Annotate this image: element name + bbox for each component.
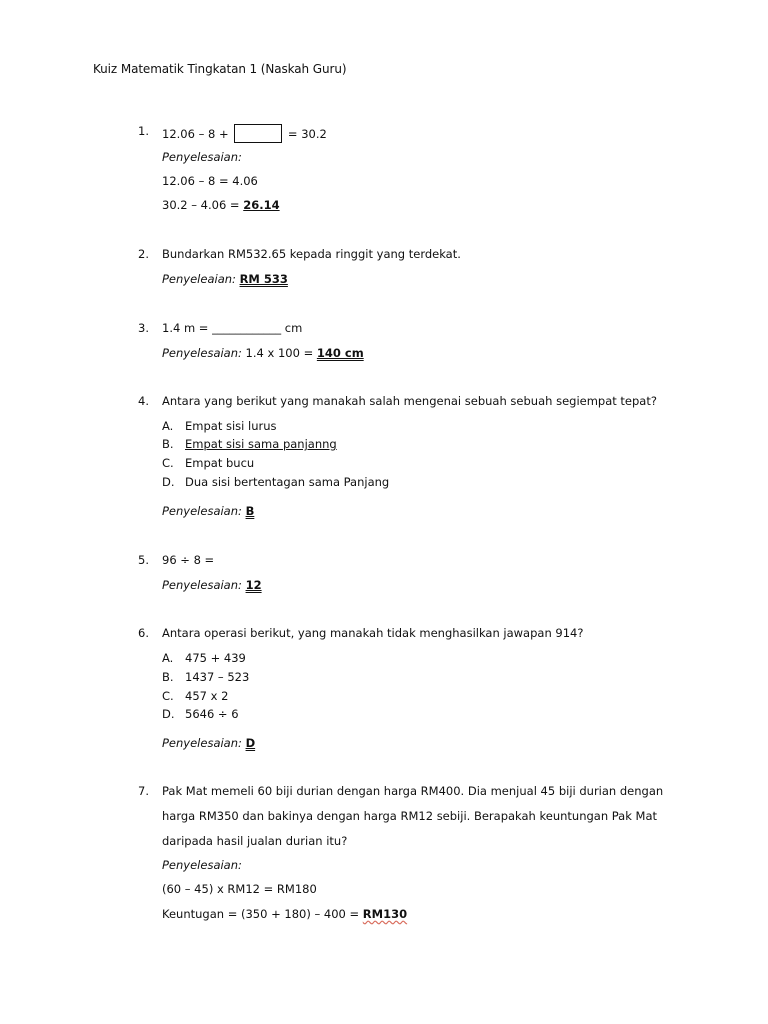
question-text: Bundarkan RM532.65 kepada ringgit yang terdekat. <box>162 247 461 261</box>
solution-label: Penyelesaian: <box>162 504 242 518</box>
question-number: 4. <box>138 394 149 408</box>
question-text-line-3: daripada hasil jualan durian itu? <box>162 834 348 848</box>
question-number: 7. <box>138 784 149 798</box>
answer: RM130 <box>362 907 408 921</box>
solution-text: 30.2 – 4.06 = <box>162 198 244 212</box>
answer: 140 cm <box>316 346 364 360</box>
option-text: Empat sisi lurus <box>185 419 277 433</box>
question-text: 96 ÷ 8 = <box>162 553 215 567</box>
solution-label: Penyelesaian: <box>162 150 242 164</box>
option-letter: B. <box>162 670 174 684</box>
question-number: 2. <box>138 247 149 261</box>
equation-left: 12.06 – 8 + <box>162 127 229 141</box>
answer-blank-box <box>234 124 282 143</box>
question-text: 1.4 m = ____________ cm <box>162 321 303 335</box>
option-letter: A. <box>162 419 174 433</box>
answer: RM 533 <box>239 272 288 286</box>
document-title: Kuiz Matematik Tingkatan 1 (Naskah Guru) <box>93 62 347 76</box>
solution-line <box>162 272 288 286</box>
solution-text: Keuntugan = (350 + 180) – 400 = <box>162 907 363 921</box>
solution-label: Penyelesaian: <box>162 346 242 360</box>
question-text <box>162 124 327 143</box>
question-text: Antara operasi berikut, yang manakah tidak menghasilkan jawapan 914? <box>162 626 584 640</box>
option-letter: C. <box>162 456 174 470</box>
option-letter: B. <box>162 437 174 451</box>
question-number: 3. <box>138 321 149 335</box>
question-number: 6. <box>138 626 149 640</box>
option-text: Empat sisi sama panjanng <box>185 437 337 451</box>
solution-step: 12.06 – 8 = 4.06 <box>162 174 258 188</box>
option-letter: A. <box>162 651 174 665</box>
solution-step: (60 – 45) x RM12 = RM180 <box>162 882 317 896</box>
equation-right: = 30.2 <box>287 127 327 141</box>
question-number: 5. <box>138 553 149 567</box>
solution-text: 1.4 x 100 = <box>241 346 317 360</box>
question-text-line-1: Pak Mat memeli 60 biji durian dengan harga RM400. Dia menjual 45 biji durian dengan <box>162 784 664 798</box>
solution-label: Penyelesaian: <box>162 858 242 872</box>
question-text: Antara yang berikut yang manakah salah mengenai sebuah sebuah segiempat tepat? <box>162 394 657 408</box>
solution-line <box>162 346 364 360</box>
option-text: Empat bucu <box>185 456 255 470</box>
question-number: 1. <box>138 124 149 138</box>
solution-label: Penyeleaian: <box>162 272 236 286</box>
option-letter: D. <box>162 475 175 489</box>
solution-line <box>162 504 254 518</box>
answer: D <box>245 736 256 750</box>
solution-step <box>162 907 407 921</box>
solution-label: Penyelesaian: <box>162 578 242 592</box>
solution-line <box>162 578 262 592</box>
answer: 26.14 <box>243 198 280 212</box>
option-text: Dua sisi bertentagan sama Panjang <box>185 475 390 489</box>
answer: B <box>245 504 255 518</box>
option-text: 5646 ÷ 6 <box>185 707 239 721</box>
option-letter: C. <box>162 689 174 703</box>
answer: 12 <box>245 578 262 592</box>
solution-label: Penyelesaian: <box>162 736 242 750</box>
option-text: 457 x 2 <box>185 689 229 703</box>
question-text-line-2: harga RM350 dan bakinya dengan harga RM12 sebiji. Berapakah keuntungan Pak Mat <box>162 809 658 823</box>
solution-step <box>162 198 280 212</box>
solution-line <box>162 736 255 750</box>
option-text: 1437 – 523 <box>185 670 250 684</box>
option-letter: D. <box>162 707 175 721</box>
option-text: 475 + 439 <box>185 651 246 665</box>
